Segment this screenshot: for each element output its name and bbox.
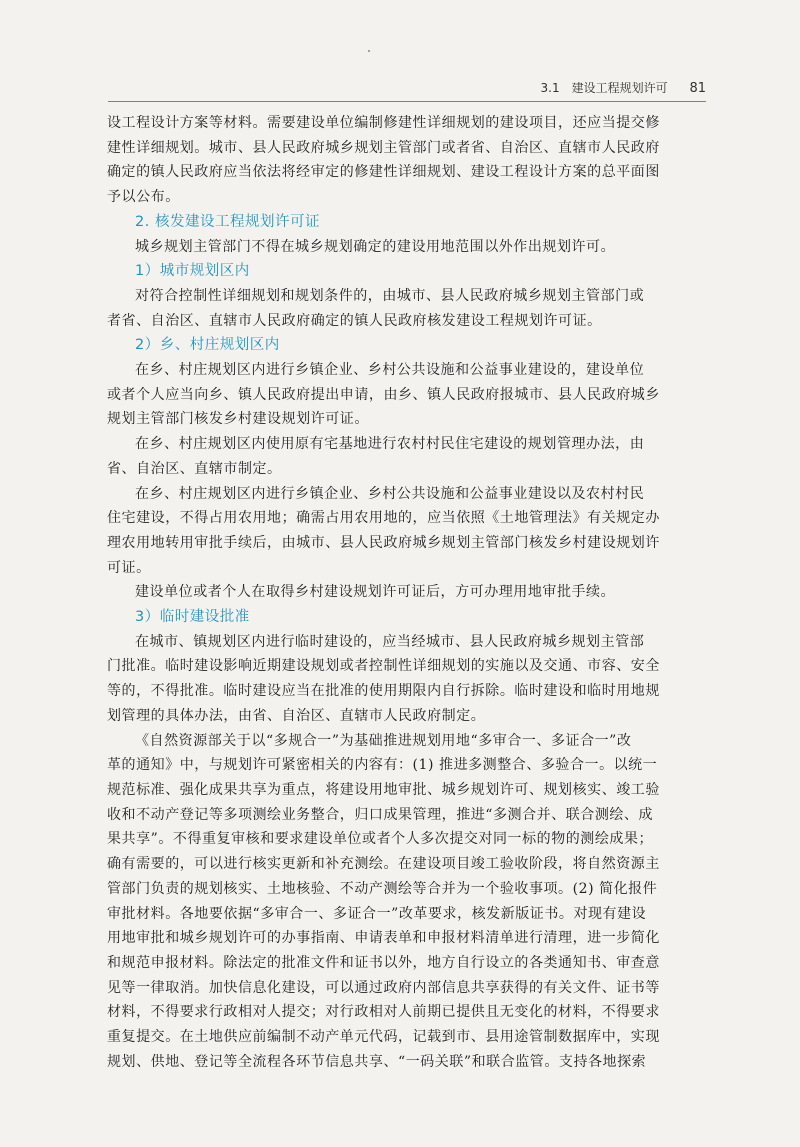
paragraph: 在乡、村庄规划区内使用原有宅基地进行农村村民住宅建设的规划管理办法，由 省、自治区、直辖市制定。 xyxy=(107,436,645,477)
subsection-heading: 1）城市规划区内 xyxy=(135,263,250,280)
paragraph: 《自然资源部关于以“多规合一”为基础推进规划用地“多审合一、多证合一”改 革的通知》中，与规划许可紧密相关的内容有：(1) 推进多测整合、多验合一。以统一 规范标准、强化成果共享为重点，将建设用地审批、城乡规划许可、规划核实、竣工验 收和不动产登记等多项测绘业务整合，归口成果管理，推进“多测合并、联合测绘、成 果共享”。不得重复审核和要求建设单位或者个人多次提交对同一标的物的测绘成果； 确有需要的，可以进行核实更新和补充测绘。在建设项目竣工验收阶段，将自然资源主 管部门负责的规划核实、土地核验、不动产测绘等合并为一个验收事项。(2) 简化报件 审批材料。各地要依据“多审合一、多证合一”改革要求，核发新版证书。对现有建设 用地审批和城乡规划许可的办事指南、申请表单和申报材料清单进行清理，进一步简化 和规范申报材料。除法定的批准文件和证书以外，地方自行设立的各类通知书、审查意 见等一律取消。加快信息化建设，可以通过政府内部信息共享获得的有关文件、证书等 材料，不得要求行政相对人提交；对行政相对人前期已提供且无变化的材料，不得要求 重复提交。在土地供应前编制不动产单元代码，记载到市、县用途管制数据库中，实现 规划、供地、登记等全流程各环节信息共享、“一码关联”和联合监管。支持各地探索 xyxy=(107,732,660,1070)
section-title: 3.1 建设工程规划许可 xyxy=(540,81,668,95)
running-header xyxy=(108,79,706,102)
paragraph: 在乡、村庄规划区内进行乡镇企业、乡村公共设施和公益事业建设的，建设单位 或者个人应当向乡、镇人民政府提出申请，由乡、镇人民政府报城市、县人民政府城乡 规划主管部门核发乡村建设规划许可证。 xyxy=(107,362,660,428)
paragraph: 对符合控制性详细规划和规划条件的，由城市、县人民政府城乡规划主管部门或 者省、自治区、直辖市人民政府确定的镇人民政府核发建设工程规划许可证。 xyxy=(107,287,645,329)
body-text xyxy=(107,111,696,1074)
page-number: 81 xyxy=(689,81,706,96)
section-heading: 2. 核发建设工程规划许可证 xyxy=(135,213,320,230)
paragraph: 在乡、村庄规划区内进行乡镇企业、乡村公共设施和公益事业建设以及农村村民 住宅建设，不得占用农用地；确需占用农用地的，应当依照《土地管理法》有关规定办 理农用地转用审批手续后，由城市、县人民政府城乡规划主管部门核发乡村建设规划许 可证。 xyxy=(107,485,660,576)
print-dot xyxy=(368,50,370,52)
subsection-heading: 3）临时建设批准 xyxy=(135,609,250,626)
paragraph: 设工程设计方案等材料。需要建设单位编制修建性详细规划的建设项目，还应当提交修 建性详细规划。城市、县人民政府城乡规划主管部门或者省、自治区、直辖市人民政府 确定的镇人民政府应当依法将经审定的修建性详细规划、建设工程设计方案的总平面图 予以公布。 xyxy=(107,115,660,206)
paragraph: 建设单位或者个人在取得乡村建设规划许可证后，方可办理用地审批手续。 xyxy=(135,584,616,601)
paragraph: 城乡规划主管部门不得在城乡规划确定的建设用地范围以外作出规划许可。 xyxy=(135,238,616,255)
subsection-heading: 2）乡、村庄规划区内 xyxy=(135,337,280,354)
paragraph: 在城市、镇规划区内进行临时建设的，应当经城市、县人民政府城乡规划主管部 门批准。临时建设影响近期建设规划或者控制性详细规划的实施以及交通、市容、安全 等的，不得批准。临时建设应当在批准的使用期限内自行拆除。临时建设和临时用地规 划管理的具体办法，由省、自治区、直辖市人民政府制定。 xyxy=(107,633,660,724)
